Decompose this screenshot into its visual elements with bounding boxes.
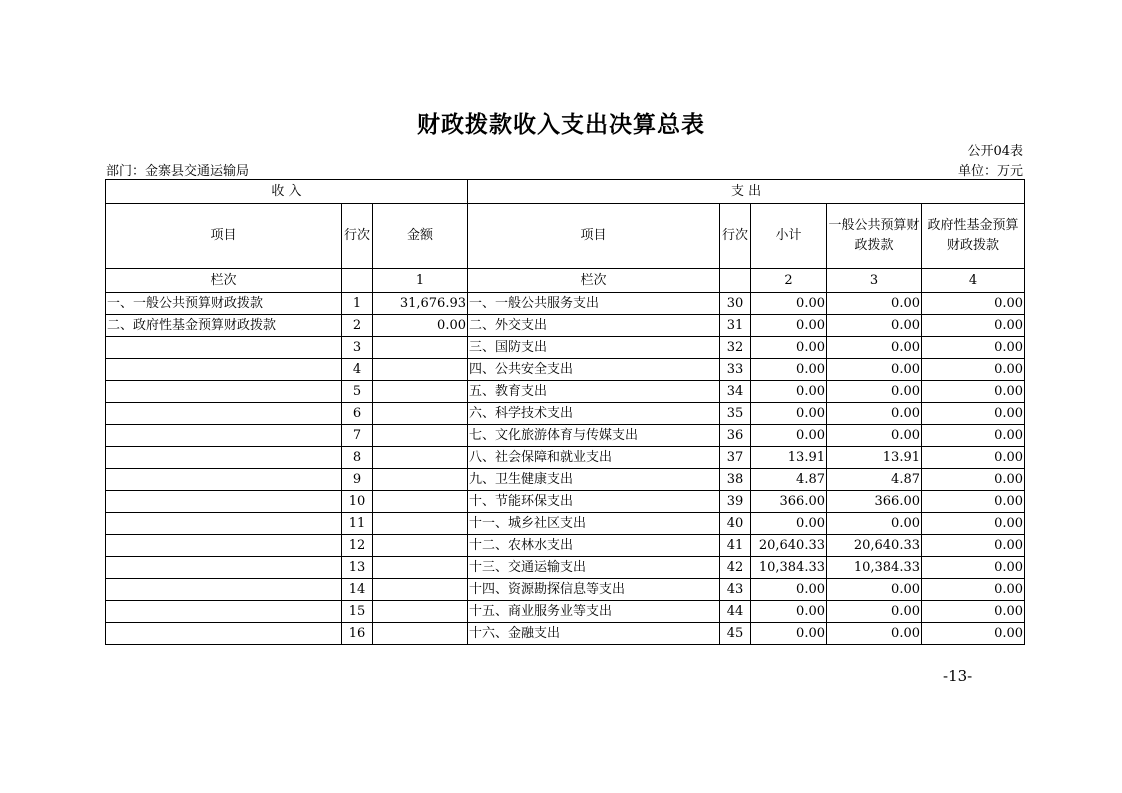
income-line-cell: 13 (342, 557, 373, 579)
gov-fund-cell: 0.00 (922, 403, 1025, 425)
income-item-cell (106, 535, 342, 557)
expense-line-cell: 39 (720, 491, 751, 513)
subtotal-cell: 0.00 (751, 315, 827, 337)
expense-item-cell: 十二、农林水支出 (468, 535, 720, 557)
income-line-cell: 15 (342, 601, 373, 623)
expense-item-cell: 十六、金融支出 (468, 623, 720, 645)
col-number-cell: 4 (922, 269, 1025, 293)
income-amount-cell (373, 557, 468, 579)
gov-fund-cell: 0.00 (922, 425, 1025, 447)
table-row (106, 293, 1025, 315)
gov-fund-cell: 0.00 (922, 293, 1025, 315)
expense-line-cell: 45 (720, 623, 751, 645)
expense-line-cell: 32 (720, 337, 751, 359)
income-item-cell (106, 359, 342, 381)
income-amount-header: 金额 (373, 204, 468, 269)
income-item-cell: 二、政府性基金预算财政拨款 (106, 315, 342, 337)
gov-fund-cell: 0.00 (922, 557, 1025, 579)
column-number-row (106, 269, 1025, 293)
subtotal-cell: 0.00 (751, 513, 827, 535)
income-item-cell (106, 557, 342, 579)
expense-line-cell: 37 (720, 447, 751, 469)
subtotal-cell: 0.00 (751, 293, 827, 315)
table-row (106, 359, 1025, 381)
income-amount-cell (373, 403, 468, 425)
income-amount-cell (373, 447, 468, 469)
subtotal-cell: 0.00 (751, 381, 827, 403)
expense-line-cell: 34 (720, 381, 751, 403)
subtotal-cell: 0.00 (751, 623, 827, 645)
gov-fund-cell: 0.00 (922, 513, 1025, 535)
expense-item-cell: 十、节能环保支出 (468, 491, 720, 513)
expense-line-cell: 40 (720, 513, 751, 535)
general-budget-cell: 13.91 (827, 447, 922, 469)
expense-item-cell: 四、公共安全支出 (468, 359, 720, 381)
table-row (106, 469, 1025, 491)
gov-fund-cell: 0.00 (922, 381, 1025, 403)
section-header-row (106, 180, 1025, 204)
income-amount-cell (373, 579, 468, 601)
income-item-cell (106, 425, 342, 447)
income-amount-cell (373, 425, 468, 447)
income-amount-cell (373, 381, 468, 403)
expense-line-cell: 38 (720, 469, 751, 491)
general-budget-cell: 0.00 (827, 403, 922, 425)
income-amount-cell: 0.00 (373, 315, 468, 337)
col-number-cell: 2 (751, 269, 827, 293)
table-row (106, 315, 1025, 337)
gov-fund-cell: 0.00 (922, 491, 1025, 513)
col-number-cell: 3 (827, 269, 922, 293)
subtotal-cell: 0.00 (751, 337, 827, 359)
general-budget-cell: 0.00 (827, 381, 922, 403)
table-row (106, 491, 1025, 513)
gov-fund-cell: 0.00 (922, 469, 1025, 491)
income-line-cell: 10 (342, 491, 373, 513)
expense-item-cell: 三、国防支出 (468, 337, 720, 359)
expense-line-cell: 35 (720, 403, 751, 425)
table-row (106, 447, 1025, 469)
income-line-cell: 8 (342, 447, 373, 469)
income-line-cell: 7 (342, 425, 373, 447)
general-budget-cell: 0.00 (827, 315, 922, 337)
expense-item-cell: 八、社会保障和就业支出 (468, 447, 720, 469)
general-budget-cell: 0.00 (827, 579, 922, 601)
income-line-cell: 14 (342, 579, 373, 601)
empty-cell (342, 269, 373, 293)
expense-line-cell: 43 (720, 579, 751, 601)
col-label-cell: 栏次 (106, 269, 342, 293)
expense-item-cell: 一、一般公共服务支出 (468, 293, 720, 315)
table-row (106, 513, 1025, 535)
expense-item-cell: 七、文化旅游体育与传媒支出 (468, 425, 720, 447)
subtotal-cell: 20,640.33 (751, 535, 827, 557)
income-line-cell: 3 (342, 337, 373, 359)
subtotal-cell: 4.87 (751, 469, 827, 491)
income-amount-cell (373, 359, 468, 381)
general-budget-cell: 0.00 (827, 359, 922, 381)
general-budget-cell: 4.87 (827, 469, 922, 491)
table-row (106, 403, 1025, 425)
expense-section-header: 支 出 (468, 180, 1025, 204)
table-row (106, 381, 1025, 403)
expense-line-cell: 41 (720, 535, 751, 557)
income-item-cell (106, 337, 342, 359)
expense-line-cell: 44 (720, 601, 751, 623)
gov-fund-cell: 0.00 (922, 623, 1025, 645)
expense-item-header: 项目 (468, 204, 720, 269)
gov-fund-cell: 0.00 (922, 535, 1025, 557)
income-item-cell (106, 623, 342, 645)
gov-fund-cell: 0.00 (922, 579, 1025, 601)
subtotal-cell: 0.00 (751, 403, 827, 425)
col-number-cell: 1 (373, 269, 468, 293)
general-budget-header: 一般公共预算财政拨款 (827, 204, 922, 269)
expense-line-header: 行次 (720, 204, 751, 269)
table-row (106, 601, 1025, 623)
income-amount-cell (373, 491, 468, 513)
expense-item-cell: 十三、交通运输支出 (468, 557, 720, 579)
subtotal-cell: 0.00 (751, 579, 827, 601)
general-budget-cell: 366.00 (827, 491, 922, 513)
table-row (106, 535, 1025, 557)
general-budget-cell: 0.00 (827, 425, 922, 447)
table-row (106, 557, 1025, 579)
department-label: 部门：金寨县交通运输局 (106, 164, 250, 179)
table-row (106, 425, 1025, 447)
income-item-header: 项目 (106, 204, 342, 269)
income-item-cell: 一、一般公共预算财政拨款 (106, 293, 342, 315)
income-line-cell: 2 (342, 315, 373, 337)
col-label-cell: 栏次 (468, 269, 720, 293)
income-amount-cell (373, 535, 468, 557)
expense-line-cell: 33 (720, 359, 751, 381)
gov-fund-cell: 0.00 (922, 337, 1025, 359)
expense-item-cell: 十五、商业服务业等支出 (468, 601, 720, 623)
income-amount-cell (373, 337, 468, 359)
income-item-cell (106, 403, 342, 425)
subtotal-header: 小计 (751, 204, 827, 269)
budget-summary-table (105, 179, 1025, 645)
income-amount-cell (373, 623, 468, 645)
expense-item-cell: 六、科学技术支出 (468, 403, 720, 425)
income-amount-cell (373, 601, 468, 623)
subtotal-cell: 0.00 (751, 359, 827, 381)
income-amount-cell (373, 469, 468, 491)
subtotal-cell: 366.00 (751, 491, 827, 513)
subtotal-cell: 0.00 (751, 425, 827, 447)
page-title: 财政拨款收入支出决算总表 (417, 111, 705, 138)
income-line-cell: 12 (342, 535, 373, 557)
income-line-cell: 1 (342, 293, 373, 315)
table-row (106, 579, 1025, 601)
expense-line-cell: 31 (720, 315, 751, 337)
income-line-cell: 16 (342, 623, 373, 645)
expense-line-cell: 36 (720, 425, 751, 447)
general-budget-cell: 10,384.33 (827, 557, 922, 579)
gov-fund-header: 政府性基金预算财政拨款 (922, 204, 1025, 269)
gov-fund-cell: 0.00 (922, 359, 1025, 381)
gov-fund-cell: 0.00 (922, 315, 1025, 337)
income-amount-cell: 31,676.93 (373, 293, 468, 315)
income-line-cell: 5 (342, 381, 373, 403)
expense-item-cell: 十四、资源勘探信息等支出 (468, 579, 720, 601)
unit-label: 单位：万元 (957, 164, 1023, 179)
column-header-row (106, 204, 1025, 269)
income-item-cell (106, 381, 342, 403)
income-line-cell: 4 (342, 359, 373, 381)
gov-fund-cell: 0.00 (922, 601, 1025, 623)
general-budget-cell: 0.00 (827, 293, 922, 315)
income-item-cell (106, 601, 342, 623)
table-row (106, 337, 1025, 359)
income-item-cell (106, 447, 342, 469)
income-line-cell: 9 (342, 469, 373, 491)
expense-line-cell: 42 (720, 557, 751, 579)
expense-item-cell: 二、外交支出 (468, 315, 720, 337)
general-budget-cell: 0.00 (827, 337, 922, 359)
empty-cell (720, 269, 751, 293)
expense-item-cell: 十一、城乡社区支出 (468, 513, 720, 535)
income-item-cell (106, 579, 342, 601)
table-row (106, 623, 1025, 645)
subtotal-cell: 0.00 (751, 601, 827, 623)
income-line-cell: 6 (342, 403, 373, 425)
income-section-header: 收 入 (106, 180, 468, 204)
subtotal-cell: 10,384.33 (751, 557, 827, 579)
income-line-cell: 11 (342, 513, 373, 535)
income-line-header: 行次 (342, 204, 373, 269)
expense-item-cell: 九、卫生健康支出 (468, 469, 720, 491)
gov-fund-cell: 0.00 (922, 447, 1025, 469)
income-item-cell (106, 513, 342, 535)
income-item-cell (106, 491, 342, 513)
income-amount-cell (373, 513, 468, 535)
general-budget-cell: 20,640.33 (827, 535, 922, 557)
general-budget-cell: 0.00 (827, 623, 922, 645)
income-item-cell (106, 469, 342, 491)
general-budget-cell: 0.00 (827, 601, 922, 623)
general-budget-cell: 0.00 (827, 513, 922, 535)
expense-line-cell: 30 (720, 293, 751, 315)
subtotal-cell: 13.91 (751, 447, 827, 469)
form-number: 公开04表 (967, 144, 1023, 159)
expense-item-cell: 五、教育支出 (468, 381, 720, 403)
page-number: -13- (943, 667, 973, 685)
